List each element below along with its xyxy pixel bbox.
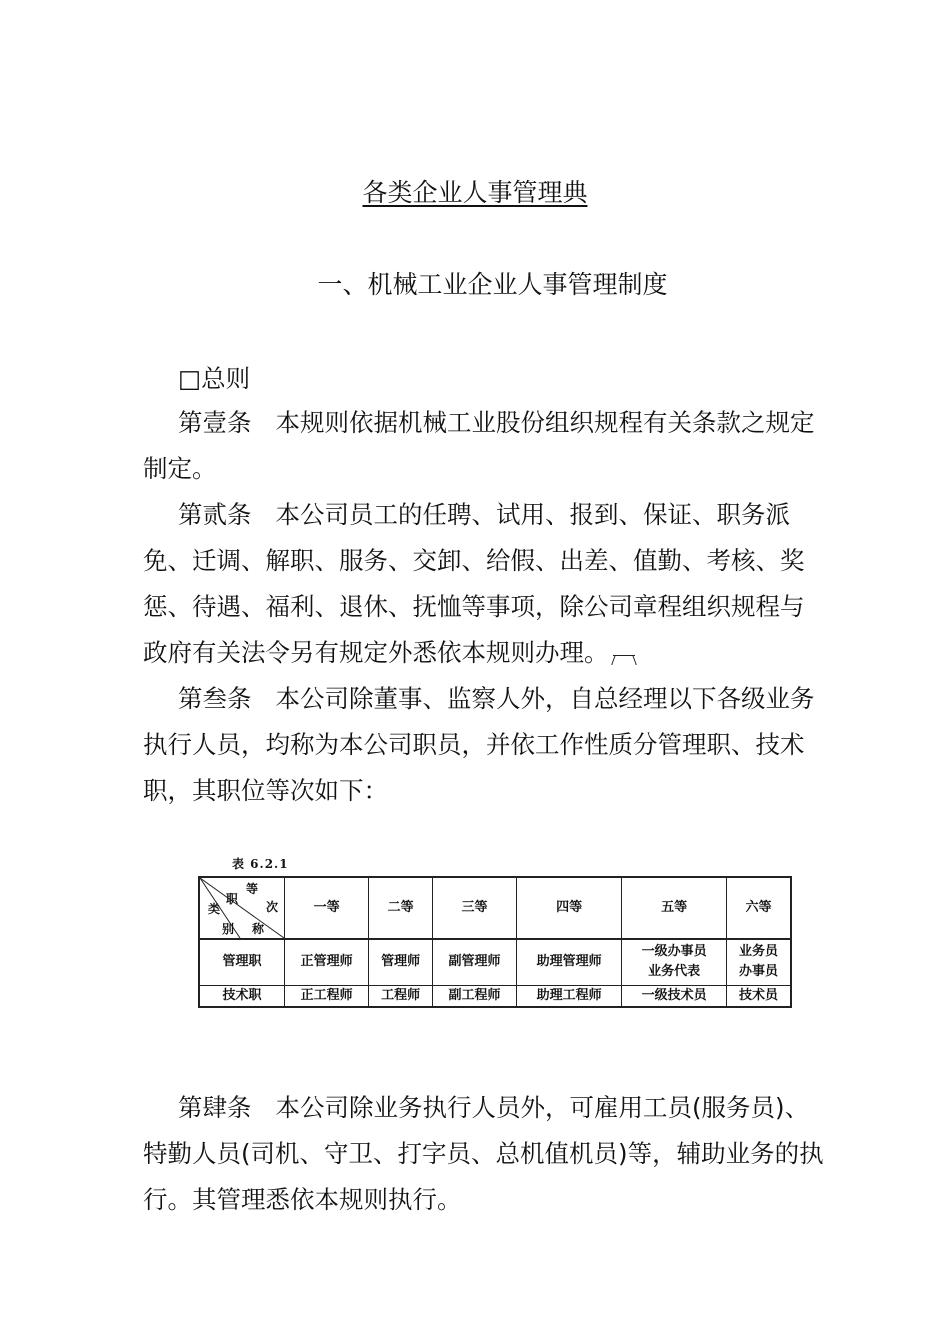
corner-label: 称 <box>252 922 265 936</box>
table-cell: 正管理师 <box>285 939 369 985</box>
position-table <box>198 876 792 1008</box>
corner-label: 等 <box>246 882 259 896</box>
document-title-text: 各类企业人事管理典 <box>362 178 588 207</box>
article-text: 本公司除业务执行人员外，可雇用工员(服务员)、特勤人员(司机、守卫、打字员、总机值机员)等，辅助业务的执行。其管理悉依本规则执行。 <box>143 1093 824 1214</box>
column-header: 三等 <box>432 877 516 939</box>
section-label <box>143 356 823 402</box>
corner-label: 次 <box>266 900 279 914</box>
article-heading: 第壹条 <box>178 408 252 437</box>
table-cell <box>727 939 791 985</box>
cell-line: 业务员 <box>739 944 779 960</box>
table-cell: 一级技术员 <box>622 985 727 1007</box>
table-row <box>199 939 791 985</box>
article-heading: 第叁条 <box>178 684 252 713</box>
table-cell: 管理师 <box>369 939 433 985</box>
column-header: 二等 <box>369 877 433 939</box>
corner-label: 别 <box>222 922 235 936</box>
article-heading: 第肆条 <box>178 1093 252 1122</box>
table-cell: 副工程师 <box>432 985 516 1007</box>
table-cell: 工程师 <box>369 985 433 1007</box>
corner-label: 职 <box>226 892 239 906</box>
row-category: 技术职 <box>199 985 285 1007</box>
cell-line: 一级办事员 <box>641 944 707 960</box>
column-header: 一等 <box>285 877 369 939</box>
article-heading: 第贰条 <box>178 500 252 529</box>
row-category: 管理职 <box>199 939 285 985</box>
table-header-row <box>199 877 791 939</box>
column-header: 五等 <box>622 877 727 939</box>
table-row <box>199 985 791 1007</box>
document-title <box>0 176 950 210</box>
chapter-title: 一、机械工业企业人事管理制度 <box>317 270 668 299</box>
article-text: 本公司除董事、监察人外，自总经理以下各级业务执行人员，均称为本公司职员，并依工作性质分管理职、技术职，其职位等次如下： <box>143 684 815 805</box>
table-caption: 表 6.2.1 <box>232 857 289 871</box>
table-cell: 助理工程师 <box>517 985 622 1007</box>
column-header: 六等 <box>727 877 791 939</box>
article-4 <box>143 1085 833 1223</box>
cell-line: 办事员 <box>739 964 779 980</box>
table-cell: 助理管理师 <box>517 939 622 985</box>
corner-label: 类 <box>208 902 221 916</box>
article-3 <box>143 676 823 814</box>
cell-line: 业务代表 <box>648 964 701 980</box>
section-label-text: □总则 <box>178 364 251 393</box>
table-corner-cell <box>199 877 285 939</box>
table-cell: 副管理师 <box>432 939 516 985</box>
table-cell: 正工程师 <box>285 985 369 1007</box>
table-cell: 技术员 <box>727 985 791 1007</box>
article-2 <box>143 492 823 676</box>
handwritten-mark <box>613 655 635 666</box>
column-header: 四等 <box>517 877 622 939</box>
article-1 <box>143 400 823 492</box>
article-text: 本规则依据机械工业股份组织规程有关条款之规定制定。 <box>143 408 815 483</box>
article-text: 本公司员工的任聘、试用、报到、保证、职务派免、迁调、解职、服务、交卸、给假、出差、值勤、考核、奖惩、待遇、福利、退休、抚恤等事项，除公司章程组织规程与政府有关法令另有规定外悉依本规则办理。 <box>143 500 805 667</box>
table-cell <box>622 939 727 985</box>
